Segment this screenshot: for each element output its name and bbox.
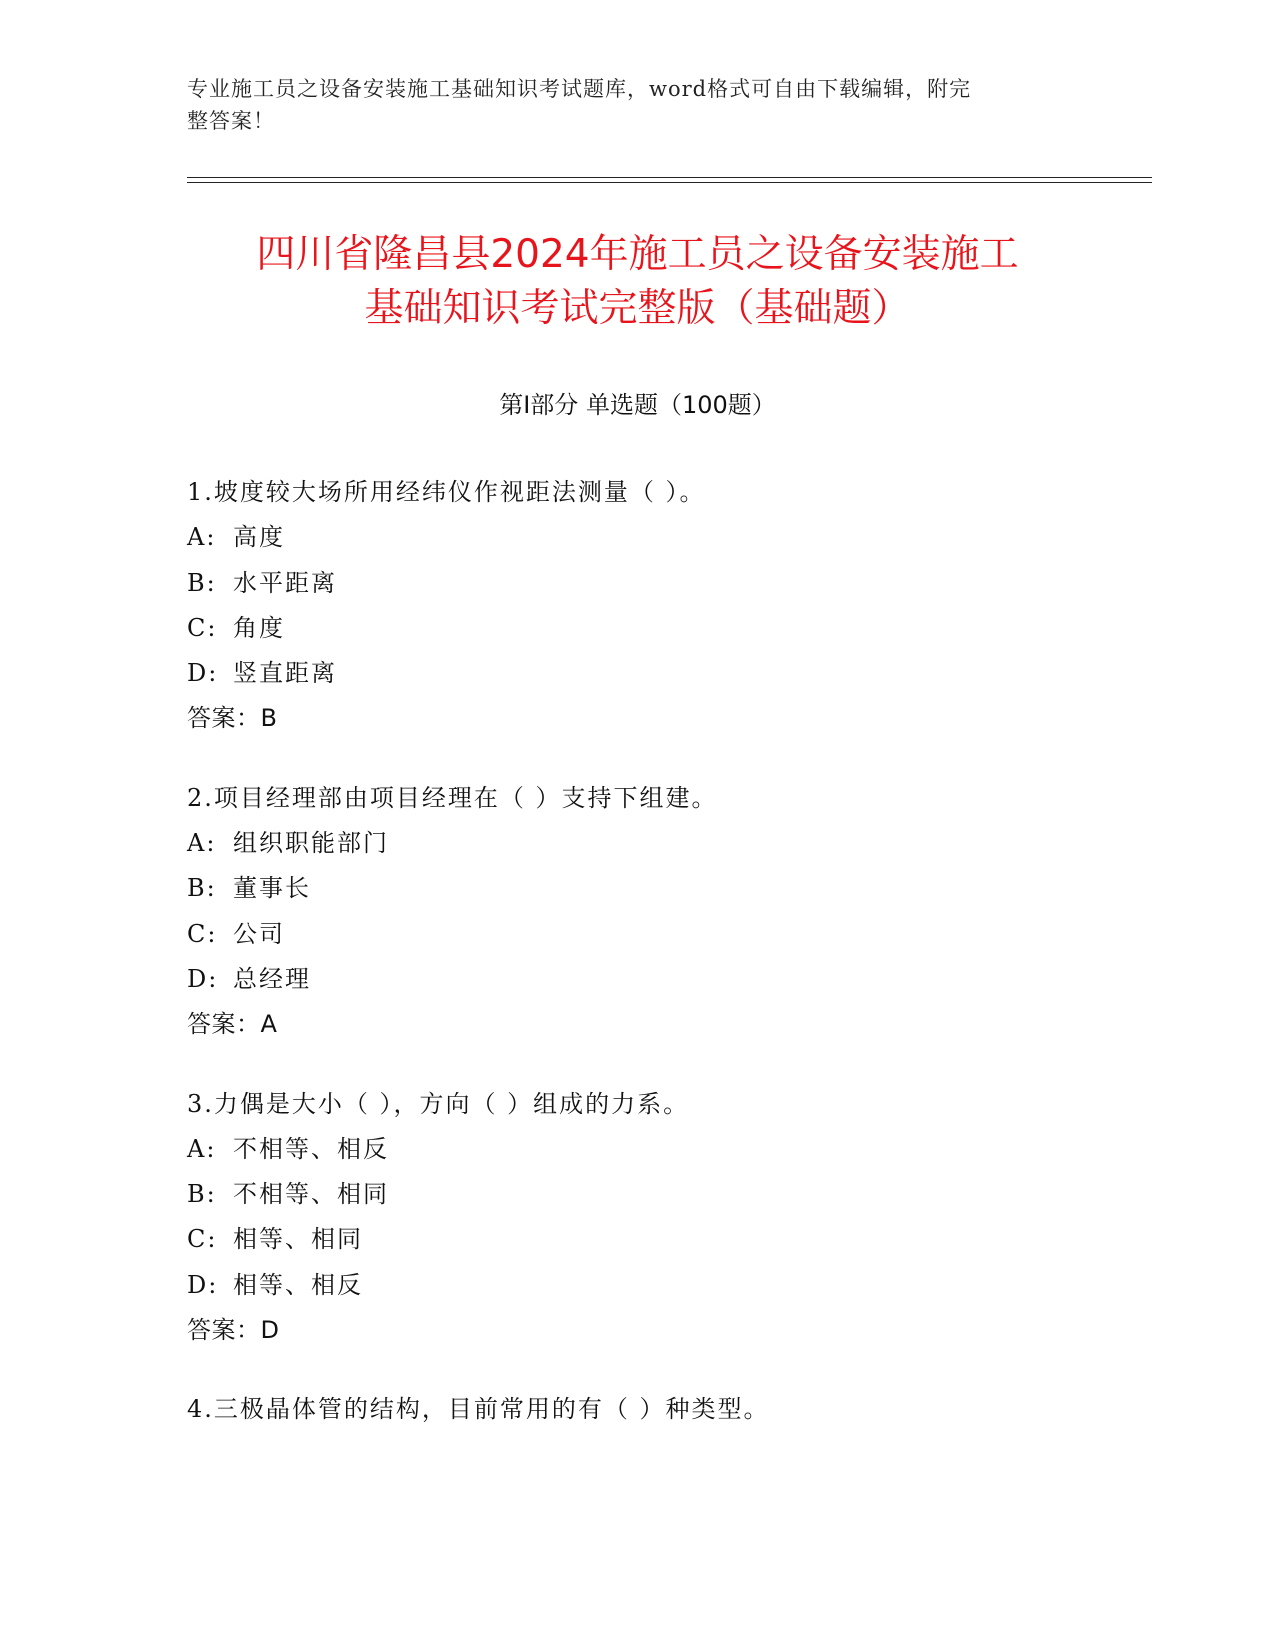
header-divider-bottom [187, 182, 1152, 183]
question-text: 4.三极晶体管的结构，目前常用的有（ ）种类型。 [187, 1395, 770, 1424]
document-title [100, 228, 1175, 336]
option-label: A: [187, 1134, 217, 1163]
option-text: 相等、相同 [233, 1225, 363, 1254]
option-a [187, 1127, 1147, 1172]
option-text: 董事长 [233, 874, 311, 903]
option-label: B: [187, 1180, 217, 1209]
option-b [187, 866, 1147, 911]
option-a [187, 821, 1147, 866]
question-list [187, 470, 1147, 1467]
header-note-line-1: 专业施工员之设备安装施工基础知识考试题库，word格式可自由下载编辑，附完 [187, 77, 972, 101]
option-c [187, 1217, 1147, 1262]
question-2 [187, 776, 1147, 1048]
option-d [187, 957, 1147, 1002]
header-note [187, 73, 1067, 137]
option-text: 竖直距离 [233, 659, 337, 688]
header-note-line-2: 整答案！ [187, 109, 275, 133]
option-label: D: [187, 659, 219, 688]
option-b [187, 561, 1147, 606]
option-label: C: [187, 919, 218, 948]
option-label: D: [187, 1270, 219, 1299]
answer: 答案：B [187, 704, 278, 733]
question-4 [187, 1387, 1147, 1432]
header-divider-top [187, 177, 1152, 178]
question-text: 2.项目经理部由项目经理在（ ）支持下组建。 [187, 783, 718, 812]
document-title-line-1: 四川省隆昌县2024年施工员之设备安装施工 [256, 232, 1019, 277]
answer: 答案：D [187, 1316, 280, 1345]
option-text: 角度 [233, 613, 285, 642]
option-label: C: [187, 1225, 218, 1254]
option-text: 不相等、相反 [233, 1134, 389, 1163]
answer: 答案：A [187, 1010, 278, 1039]
option-text: 总经理 [233, 964, 311, 993]
question-3 [187, 1082, 1147, 1354]
document-title-line-2: 基础知识考试完整版（基础题） [364, 286, 911, 331]
option-text: 组织职能部门 [233, 829, 389, 858]
option-text: 水平距离 [233, 568, 337, 597]
option-label: D: [187, 964, 219, 993]
option-label: C: [187, 613, 218, 642]
option-label: B: [187, 874, 217, 903]
option-text: 相等、相反 [233, 1270, 363, 1299]
question-text: 1.坡度较大场所用经纬仪作视距法测量（ ）。 [187, 478, 706, 506]
section-heading: 第Ⅰ部分 单选题（100题） [499, 391, 776, 419]
option-label: A: [187, 523, 217, 552]
option-c [187, 912, 1147, 957]
option-d [187, 1263, 1147, 1308]
option-a [187, 515, 1147, 560]
option-text: 高度 [233, 523, 285, 552]
question-1 [187, 470, 1147, 742]
option-text: 公司 [233, 919, 285, 948]
option-text: 不相等、相同 [233, 1180, 389, 1209]
option-c [187, 606, 1147, 651]
question-text: 3.力偶是大小（ ），方向（ ）组成的力系。 [187, 1089, 690, 1118]
option-label: A: [187, 829, 217, 858]
option-label: B: [187, 568, 217, 597]
option-d [187, 651, 1147, 696]
option-b [187, 1172, 1147, 1217]
